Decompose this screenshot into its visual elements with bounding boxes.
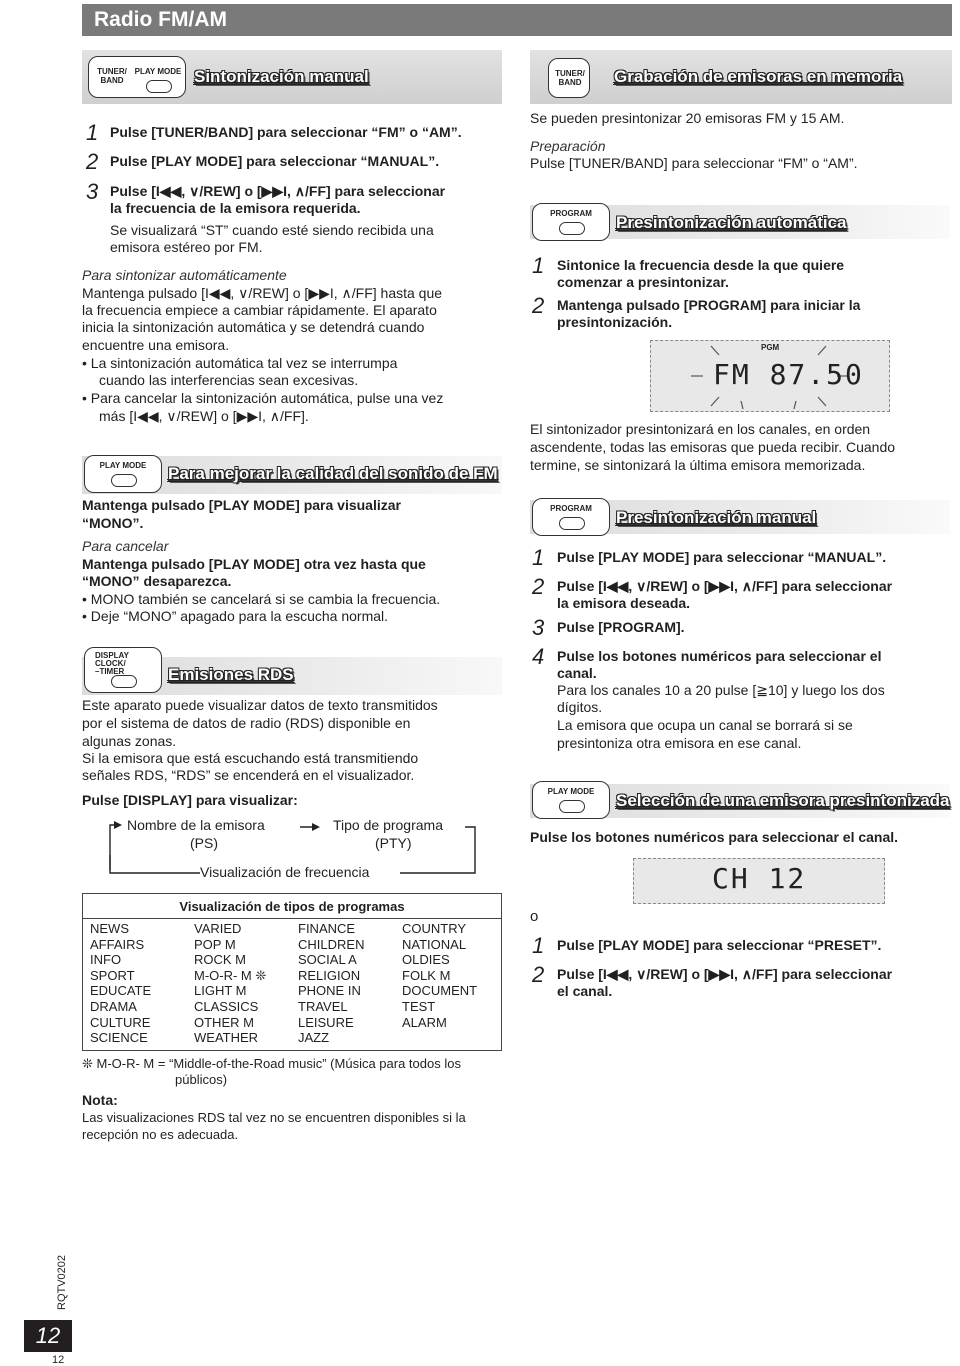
body-text: encuentre una emisora. bbox=[82, 337, 230, 353]
body-text: Pulse los botones numéricos para seleccionar el canal. bbox=[530, 829, 899, 845]
step-text: Sintonice la frecuencia desde la que quiere bbox=[557, 257, 845, 273]
step-text: presintonización. bbox=[557, 314, 673, 330]
step-text: Pulse [PLAY MODE] para seleccionar “PRESET”. bbox=[557, 937, 882, 953]
bullet-text: • Para cancelar la sintonización automática, pulse una vez bbox=[82, 390, 444, 406]
body-text: “MONO”. bbox=[82, 515, 144, 531]
button-oval-icon bbox=[559, 800, 585, 813]
step-number: 4 bbox=[532, 644, 545, 669]
step-number: 2 bbox=[532, 574, 545, 599]
button-oval-icon bbox=[111, 474, 137, 487]
step-text: Pulse [I◀◀, ∨/REW] o [▶▶I, ∧/FF] para seleccionar bbox=[110, 183, 446, 199]
body-text: Se pueden presintonizar 20 emisoras FM y 15 AM. bbox=[530, 110, 845, 126]
body-text: Si la emisora que está escuchando está transmitiendo bbox=[82, 750, 419, 766]
step-text: dígitos. bbox=[557, 699, 603, 715]
tuner-band-label: TUNER/ BAND bbox=[555, 69, 585, 87]
tuner-band-play-mode-buttons bbox=[88, 56, 186, 98]
page-title: Radio FM/AM bbox=[82, 4, 952, 36]
program-type-item: PHONE IN bbox=[298, 983, 361, 999]
display-button-box bbox=[84, 647, 162, 693]
step-text: comenzar a presintonizar. bbox=[557, 274, 729, 290]
step-text: la frecuencia de la emisora requerida. bbox=[110, 200, 361, 216]
program-type-item: CLASSICS bbox=[194, 998, 259, 1014]
lcd-display-frequency bbox=[650, 340, 890, 412]
body-text: Mantenga pulsado [PLAY MODE] para visualizar bbox=[82, 497, 401, 513]
step-text: Para los canales 10 a 20 pulse [≧10] y luego los dos bbox=[557, 682, 885, 698]
program-type-item: NATIONAL bbox=[402, 936, 467, 952]
document-code: RQTV0202 bbox=[56, 1254, 68, 1310]
step-text: Mantenga pulsado [PROGRAM] para iniciar la bbox=[557, 297, 861, 313]
step-text: Pulse [PROGRAM]. bbox=[557, 619, 685, 635]
button-oval-icon bbox=[559, 222, 585, 235]
page-number-badge: 12 bbox=[24, 1320, 72, 1352]
program-types-grid bbox=[84, 921, 500, 1046]
program-type-item: OLDIES bbox=[402, 952, 450, 968]
bullet-text: • MONO también se cancelará si se cambia la frecuencia. bbox=[82, 591, 441, 607]
body-text: ascendente, todas las emisoras que pueda recibir. Cuando bbox=[530, 439, 896, 455]
program-type-item: INFO bbox=[90, 952, 122, 968]
program-type-item: LIGHT M bbox=[194, 983, 247, 999]
body-text: por el sistema de datos de radio (RDS) disponible en bbox=[82, 715, 411, 731]
section-title-rds: Emisiones RDS bbox=[168, 665, 294, 684]
step-number: 3 bbox=[86, 179, 99, 204]
bullet-text: • La sintonización automática tal vez se interrumpa bbox=[82, 355, 398, 371]
step-number: 2 bbox=[532, 293, 545, 318]
step-text: canal. bbox=[557, 665, 597, 681]
table-column bbox=[292, 921, 396, 1046]
step-text: La emisora que ocupa un canal se borrará si se bbox=[557, 717, 853, 733]
subheading: Preparación bbox=[530, 138, 606, 154]
page-number: 12 bbox=[52, 1354, 65, 1366]
note-text: Las visualizaciones RDS tal vez no se encuentren disponibles si la bbox=[82, 1110, 466, 1125]
program-type-item: SPORT bbox=[90, 967, 135, 983]
program-type-item: AFFAIRS bbox=[90, 936, 145, 952]
program-label: PROGRAM bbox=[550, 504, 592, 513]
section-title-select-preset: Selección de una emisora presintonizada bbox=[616, 791, 950, 810]
program-type-item: M-O-R- M ❊ bbox=[194, 967, 267, 983]
step-text: presintoniza otra emisora en ese canal. bbox=[557, 735, 802, 751]
step-number: 1 bbox=[532, 545, 545, 570]
section-title-auto-preset: Presintonización automática bbox=[616, 213, 847, 232]
program-type-item: FINANCE bbox=[298, 921, 356, 936]
program-type-item: POP M bbox=[194, 936, 236, 952]
or-text: o bbox=[530, 908, 539, 925]
lcd-channel-text: CH 12 bbox=[712, 862, 807, 895]
tuner-band-label: TUNER/ BAND bbox=[97, 67, 127, 85]
program-type-item: LEISURE bbox=[298, 1014, 354, 1030]
body-text: Se visualizará “ST” cuando esté siendo recibida una bbox=[110, 222, 434, 238]
program-type-item: CULTURE bbox=[90, 1014, 151, 1030]
body-text: Este aparato puede visualizar datos de texto transmitidos bbox=[82, 697, 438, 713]
program-type-item bbox=[402, 1030, 494, 1046]
program-type-item: CHILDREN bbox=[298, 936, 365, 952]
play-mode-label: PLAY MODE bbox=[547, 787, 595, 796]
body-text: inicia la sintonización automática y se detendrá cuando bbox=[82, 319, 425, 335]
body-text: la frecuencia empiece a cambiar rápidamente. El aparato bbox=[82, 302, 437, 318]
body-text: Mantenga pulsado [PLAY MODE] otra vez hasta que bbox=[82, 556, 426, 572]
body-text: Pulse [TUNER/BAND] para seleccionar “FM” o “AM”. bbox=[530, 155, 858, 171]
body-text: El sintonizador presintonizará en los canales, en orden bbox=[530, 421, 871, 437]
play-mode-button-box bbox=[532, 781, 610, 819]
step-text: Pulse [I◀◀, ∨/REW] o [▶▶I, ∧/FF] para seleccionar bbox=[557, 966, 893, 982]
flow-label: (PS) bbox=[190, 835, 218, 851]
body-text: emisora estéreo por FM. bbox=[110, 239, 263, 255]
pgm-indicator: PGM bbox=[761, 343, 780, 352]
lcd-frequency-text: FM 87.50 bbox=[713, 358, 864, 391]
program-type-item: SOCIAL A bbox=[298, 952, 357, 968]
step-number: 1 bbox=[532, 933, 545, 958]
program-type-item: SCIENCE bbox=[90, 1030, 148, 1046]
step-text: Pulse [PLAY MODE] para seleccionar “MANUAL”. bbox=[110, 153, 440, 169]
step-text: Pulse [I◀◀, ∨/REW] o [▶▶I, ∧/FF] para seleccionar bbox=[557, 578, 893, 594]
button-oval-icon bbox=[559, 517, 585, 530]
step-text: la emisora deseada. bbox=[557, 595, 691, 611]
flow-label: Visualización de frecuencia bbox=[200, 864, 370, 880]
program-type-item: ROCK M bbox=[194, 952, 246, 968]
lcd-display-channel bbox=[633, 858, 885, 904]
program-type-item: NEWS bbox=[90, 921, 129, 936]
footnote: ❊ M-O-R- M = “Middle-of-the-Road music” (Música para todos los bbox=[82, 1056, 461, 1071]
program-type-item: COUNTRY bbox=[402, 921, 467, 936]
step-number: 2 bbox=[86, 149, 99, 174]
program-type-item: RELIGION bbox=[298, 967, 361, 983]
program-type-item: WEATHER bbox=[194, 1030, 259, 1046]
section-title-manual-preset: Presintonización manual bbox=[616, 508, 817, 527]
play-mode-button-box bbox=[84, 455, 162, 493]
body-text: Mantenga pulsado [I◀◀, ∨/REW] o [▶▶I, ∧/FF] hasta que bbox=[82, 285, 443, 301]
subheading: Para cancelar bbox=[82, 538, 169, 554]
body-text: Pulse [DISPLAY] para visualizar: bbox=[82, 792, 298, 808]
program-type-item: TRAVEL bbox=[298, 998, 348, 1014]
body-text: señales RDS, “RDS” se encenderá en el visualizador. bbox=[82, 767, 415, 783]
flow-label: (PTY) bbox=[375, 835, 412, 851]
body-text: termine, se sintonizará la última emisora memorizada. bbox=[530, 457, 866, 473]
body-text: “MONO” desaparezca. bbox=[82, 573, 232, 589]
step-text: Pulse [PLAY MODE] para seleccionar “MANUAL”. bbox=[557, 549, 887, 565]
bullet-text: más [I◀◀, ∨/REW] o [▶▶I, ∧/FF]. bbox=[99, 408, 309, 424]
step-text: Pulse los botones numéricos para seleccionar el bbox=[557, 648, 882, 664]
program-type-item: TEST bbox=[402, 998, 436, 1014]
button-oval-icon bbox=[146, 80, 172, 93]
display-label: DISPLAY CLOCK/ –TIMER bbox=[95, 651, 129, 676]
body-text: algunas zonas. bbox=[82, 733, 177, 749]
note-heading: Nota: bbox=[82, 1092, 118, 1108]
program-type-item: EDUCATE bbox=[90, 983, 152, 999]
step-number: 1 bbox=[86, 120, 99, 145]
program-type-item: VARIED bbox=[194, 921, 242, 936]
table-title: Visualización de tipos de programas bbox=[179, 899, 405, 914]
program-button-box bbox=[532, 498, 610, 536]
program-type-item: DRAMA bbox=[90, 998, 137, 1014]
step-number: 3 bbox=[532, 615, 545, 640]
section-title-fm-quality: Para mejorar la calidad del sonido de FM bbox=[168, 464, 498, 483]
program-type-item: DOCUMENT bbox=[402, 983, 478, 999]
tuner-band-button-box bbox=[548, 58, 590, 98]
program-label: PROGRAM bbox=[550, 209, 592, 218]
step-number: 2 bbox=[532, 962, 545, 987]
section-title-memory: Grabación de emisoras en memoria bbox=[614, 67, 903, 86]
flow-label: Tipo de programa bbox=[333, 817, 443, 833]
table-column bbox=[84, 921, 188, 1046]
step-text: el canal. bbox=[557, 983, 613, 999]
table-column bbox=[188, 921, 292, 1046]
step-number: 1 bbox=[532, 253, 545, 278]
program-type-item: ALARM bbox=[402, 1014, 447, 1030]
flow-label: Nombre de la emisora bbox=[127, 817, 265, 833]
step-text: Pulse [TUNER/BAND] para seleccionar “FM” o “AM”. bbox=[110, 124, 462, 140]
bullet-text: • Deje “MONO” apagado para la escucha normal. bbox=[82, 608, 389, 624]
program-type-item: OTHER M bbox=[194, 1014, 254, 1030]
note-text: recepción no es adecuada. bbox=[82, 1127, 239, 1142]
button-oval-icon bbox=[111, 675, 137, 688]
program-type-item: FOLK M bbox=[402, 967, 451, 983]
bullet-text: cuando las interferencias sean excesivas. bbox=[99, 372, 359, 388]
footnote: públicos) bbox=[175, 1072, 228, 1087]
section-title-manual: Sintonización manual bbox=[194, 67, 369, 86]
play-mode-label: PLAY MODE bbox=[134, 67, 182, 76]
play-mode-label: PLAY MODE bbox=[99, 461, 147, 470]
subheading: Para sintonizar automáticamente bbox=[82, 267, 287, 283]
program-type-item: JAZZ bbox=[298, 1030, 330, 1046]
program-button-box bbox=[532, 203, 610, 241]
table-column bbox=[396, 921, 500, 1046]
